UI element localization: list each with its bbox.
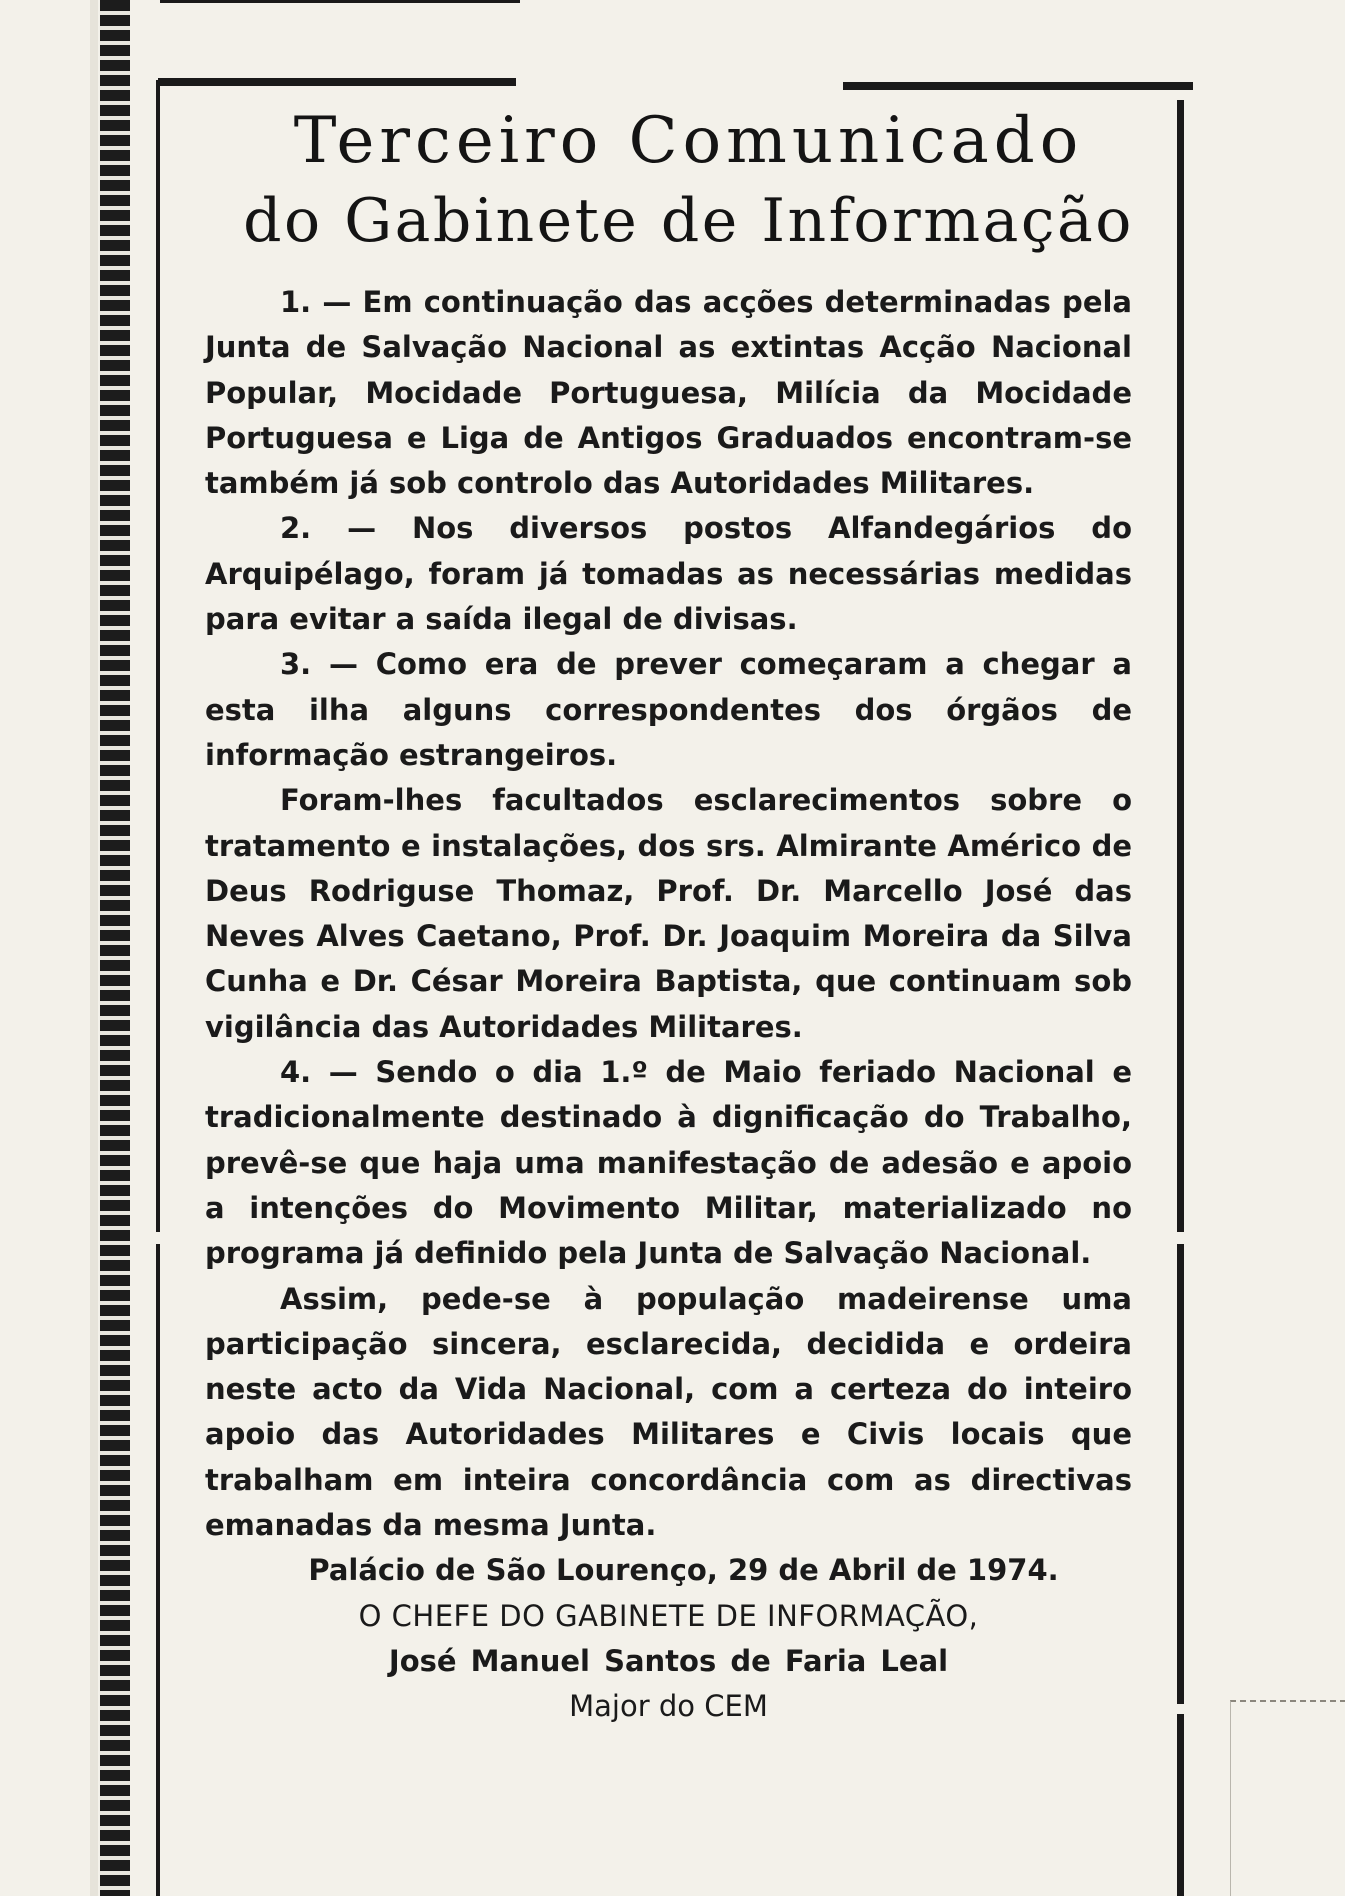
headline xyxy=(160,100,1177,260)
communique-body xyxy=(160,280,1177,1730)
paragraph-2: 2. — Nos diversos postos Alfandegários do Arquipélago, foram já tomadas as necessárias medidas para evitar a saída ilegal de divisas. xyxy=(205,511,1132,637)
page-edge xyxy=(90,0,98,1896)
frame-top-right-rule xyxy=(843,82,1193,90)
communique-clipping xyxy=(160,100,1177,1730)
paragraph-3: 3. — Como era de prever começaram a chegar a esta ilha alguns correspondentes dos órgãos de informação estrangeiros. xyxy=(205,647,1132,772)
place-and-date: Palácio de São Lourenço, 29 de Abril de 1974. xyxy=(308,1553,1059,1588)
signatory-name: José Manuel Santos de Faria Leal xyxy=(388,1643,949,1678)
signature-block xyxy=(205,1548,1132,1729)
headline-line-1: Terceiro Comunicado xyxy=(293,104,1084,178)
signatory-office: O CHEFE DO GABINETE DE INFORMAÇÃO, xyxy=(358,1598,979,1633)
frame-right-rule xyxy=(1177,100,1184,1896)
signatory-rank: Major do CEM xyxy=(569,1689,768,1724)
binding-strip xyxy=(100,0,130,1896)
frame-top-left-rule xyxy=(158,78,516,86)
adjacent-clipping-edge xyxy=(1230,1700,1345,1896)
paragraph-3-continued: Foram-lhes facultados esclarecimentos sobre o tratamento e instalações, dos srs. Almirante Américo de Deus Rodriguse Thomaz, Prof. Dr. Marcello José das Neves Alves Caetano, Prof. Dr. Joaquim Moreira da Silva Cunha e Dr. César Moreira Baptista, que continuam sob vigilância das Autoridades Militares. xyxy=(205,783,1132,1044)
paragraph-4: 4. — Sendo o dia 1.º de Maio feriado Nacional e tradicionalmente destinado à dignificação do Trabalho, prevê-se que haja uma manifestação de adesão e apoio a intenções do Movimento Militar, materializado no programa já definido pela Junta de Salvação Nacional. xyxy=(205,1055,1132,1271)
headline-line-2: do Gabinete de Informação xyxy=(243,186,1134,256)
paragraph-1: 1. — Em continuação das acções determinadas pela Junta de Salvação Nacional as extintas Acção Nacional Popular, Mocidade Portuguesa, Milícia da Mocidade Portuguesa e Liga de Antigos Graduados encontram-se também já sob controlo das Autoridades Militares. xyxy=(205,285,1132,501)
paragraph-appeal: Assim, pede-se à população madeirense uma participação sincera, esclarecida, decidida e ordeira neste acto da Vida Nacional, com a certeza do inteiro apoio das Autoridades Militares e Civis locais que trabalham em inteira concordância com as directivas emanadas da mesma Junta. xyxy=(205,1281,1132,1543)
top-rule xyxy=(160,0,520,3)
